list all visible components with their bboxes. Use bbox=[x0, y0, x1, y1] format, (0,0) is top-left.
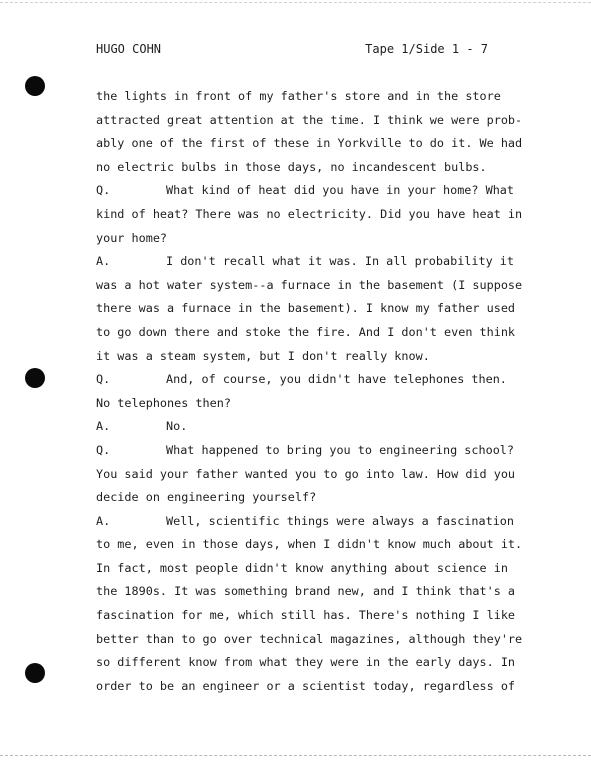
speaker-label: Q. bbox=[96, 183, 111, 198]
transcript-line bbox=[96, 321, 516, 345]
line-text: ably one of the first of these in Yorkville to do it. We had bbox=[96, 136, 523, 151]
transcript-line bbox=[96, 604, 516, 628]
line-text: And, of course, you didn't have telephones then. bbox=[166, 372, 507, 387]
line-text: decide on engineering yourself? bbox=[96, 490, 317, 505]
line-text: kind of heat? There was no electricity. Did you have heat in bbox=[96, 206, 523, 221]
speaker-label: Q. bbox=[96, 372, 111, 387]
transcript-line bbox=[96, 250, 516, 274]
line-text: so different know from what they were in the early days. In bbox=[96, 655, 516, 670]
transcript-line bbox=[96, 463, 516, 487]
transcript-line bbox=[96, 486, 516, 510]
line-text: to me, even in those days, when I didn't know much about it. bbox=[96, 537, 523, 552]
line-text: fascination for me, which still has. There's nothing I like bbox=[96, 608, 516, 623]
page-edge-bottom bbox=[0, 755, 591, 756]
line-text: Well, scientific things were always a fascination bbox=[166, 513, 515, 528]
line-text: to go down there and stoke the fire. And I don't even think bbox=[96, 324, 516, 339]
line-text: no electric bulbs in those days, no incandescent bulbs. bbox=[96, 159, 487, 174]
line-text: What happened to bring you to engineering school? bbox=[166, 442, 515, 457]
transcript-line bbox=[96, 227, 516, 251]
line-text: What kind of heat did you have in your home? What bbox=[166, 183, 515, 198]
transcript-line bbox=[96, 533, 523, 557]
line-text: your home? bbox=[96, 230, 168, 245]
transcript-line bbox=[96, 345, 516, 369]
line-text: there was a furnace in the basement). I know my father used bbox=[96, 301, 516, 316]
speaker-label: Q. bbox=[96, 442, 111, 457]
line-text: attracted great attention at the time. I think we were prob- bbox=[96, 112, 523, 127]
transcript-line bbox=[96, 392, 516, 416]
transcript-line bbox=[96, 109, 523, 133]
transcript-body bbox=[96, 85, 523, 698]
binder-hole-bottom bbox=[25, 663, 45, 683]
page-edge-top bbox=[0, 2, 591, 3]
line-text: order to be an engineer or a scientist today, regardless of bbox=[96, 678, 516, 693]
transcript-line bbox=[96, 132, 523, 156]
speaker-label: A. bbox=[96, 419, 111, 434]
transcript-line bbox=[96, 580, 516, 604]
line-text: No. bbox=[166, 419, 188, 434]
transcript-line bbox=[96, 628, 523, 652]
transcript-line bbox=[96, 675, 516, 699]
transcript-line bbox=[96, 203, 523, 227]
page-header bbox=[96, 40, 488, 58]
transcript-line bbox=[96, 297, 516, 321]
transcript-line bbox=[96, 651, 516, 675]
line-text: the 1890s. It was something brand new, and I think that's a bbox=[96, 584, 516, 599]
transcript-line bbox=[96, 557, 516, 581]
line-text: In fact, most people didn't know anything about science in bbox=[96, 560, 508, 575]
interviewee-name: HUGO COHN bbox=[96, 42, 162, 56]
transcript-line bbox=[96, 415, 516, 439]
transcript-line bbox=[96, 156, 516, 180]
speaker-label: A. bbox=[96, 254, 111, 269]
line-text: better than to go over technical magazines, although they're bbox=[96, 631, 523, 646]
transcript-line bbox=[96, 439, 516, 463]
binder-hole-middle bbox=[25, 368, 45, 388]
line-text: was a hot water system--a furnace in the basement (I suppose bbox=[96, 277, 523, 292]
binder-hole-top bbox=[25, 76, 45, 96]
transcript-line bbox=[96, 85, 516, 109]
line-text: You said your father wanted you to go into law. How did you bbox=[96, 466, 516, 481]
line-text: the lights in front of my father's store and in the store bbox=[96, 89, 501, 103]
speaker-label: A. bbox=[96, 513, 111, 528]
line-text: it was a steam system, but I don't really know. bbox=[96, 348, 430, 363]
line-text: No telephones then? bbox=[96, 395, 231, 410]
transcript-line bbox=[96, 179, 516, 203]
transcript-line bbox=[96, 368, 516, 392]
transcript-line bbox=[96, 510, 516, 534]
transcript-line bbox=[96, 274, 523, 298]
tape-side-page: Tape 1/Side 1 - 7 bbox=[365, 42, 488, 56]
line-text: I don't recall what it was. In all probability it bbox=[166, 254, 515, 269]
